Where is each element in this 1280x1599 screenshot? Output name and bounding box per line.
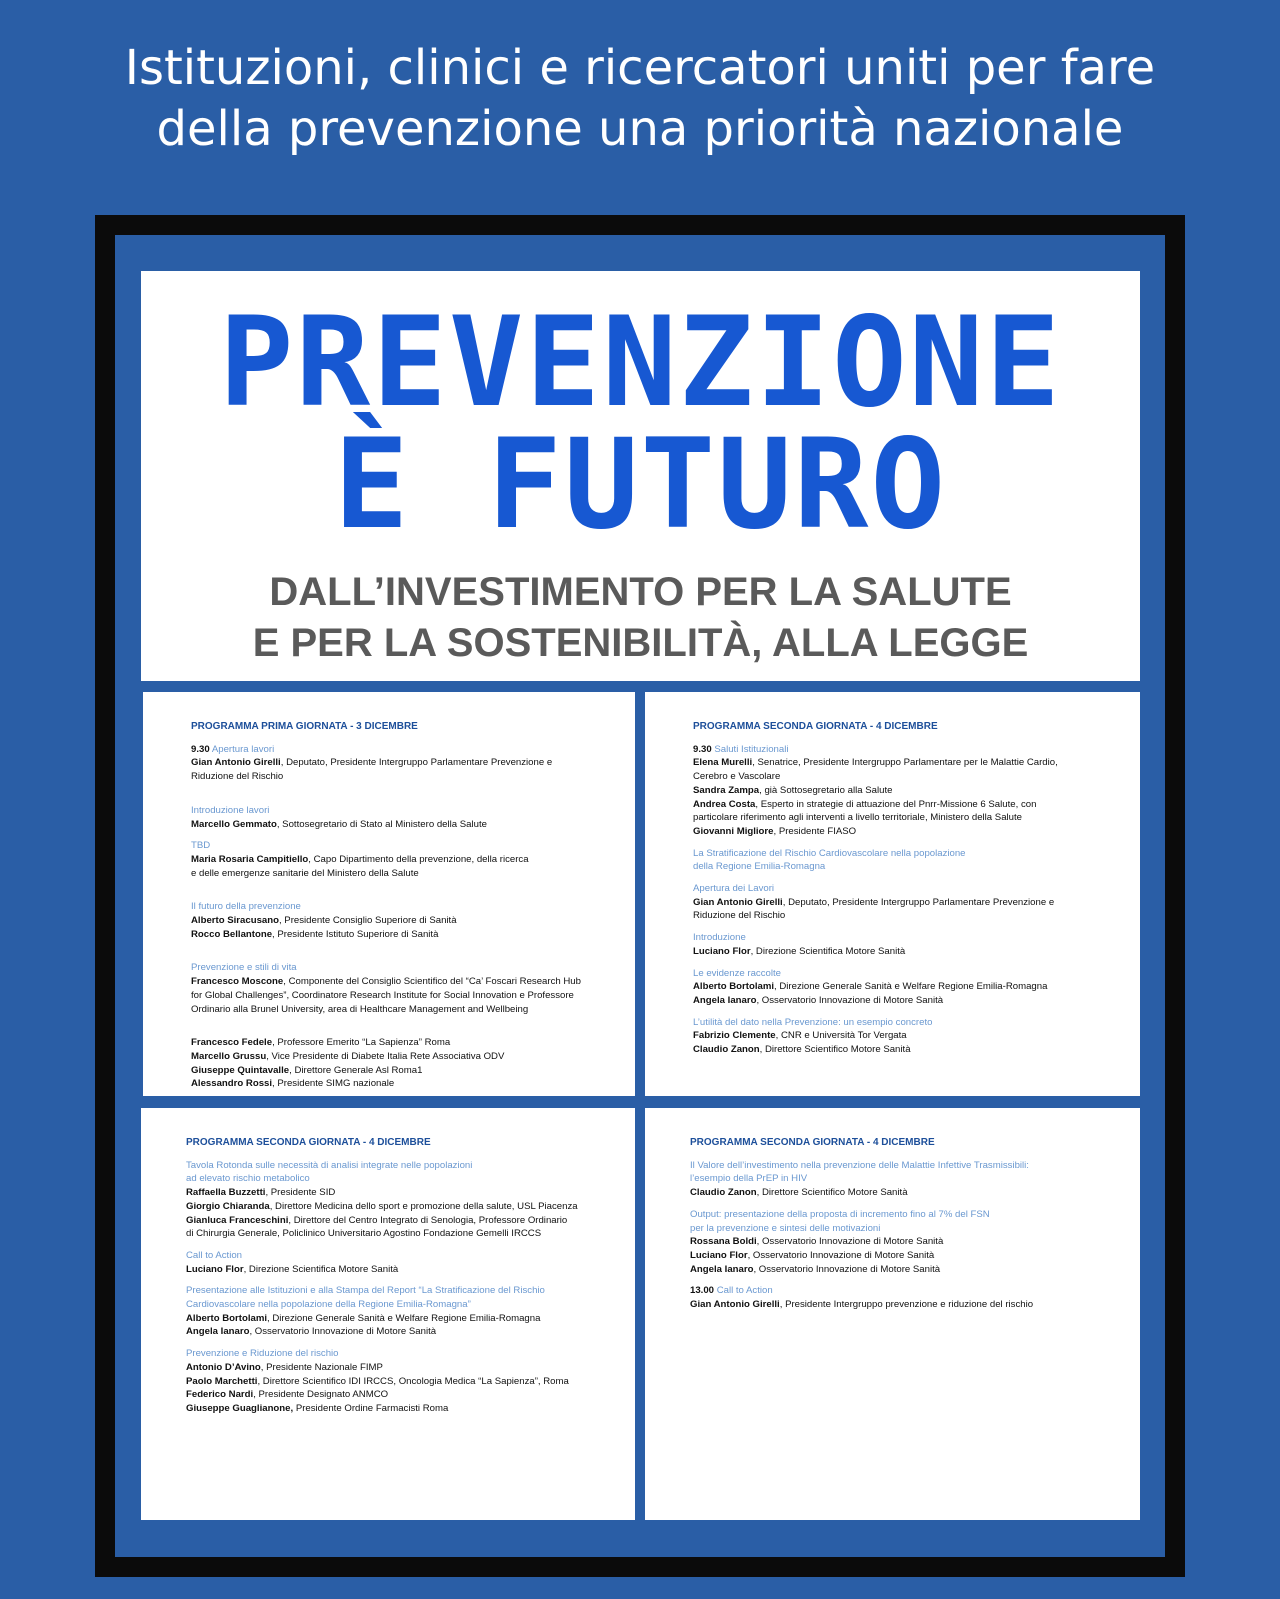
speaker-line [191,853,615,867]
program-item [186,1347,615,1416]
speaker-role: , Presidente SIMG nazionale [272,1078,395,1090]
session-title [191,839,615,853]
session-title [186,1347,615,1361]
program-item [693,931,1120,958]
speaker-name: Rocco Bellantone [191,928,273,940]
session-title-text: Saluti Istituzionali [714,743,789,755]
session-title [191,804,615,818]
speaker-role: for Global Challenges”, Coordinatore Research Institute for Social Innovation e Professore [191,989,574,1001]
speaker-line [186,1200,615,1214]
speaker-role: , Capo Dipartimento della prevenzione, della ricerca [308,853,529,865]
speaker-name: Sandra Zampa [693,784,760,796]
speaker-name: Giovanni Migliore [693,825,774,837]
speaker-role: , Presidente SID [265,1187,336,1199]
speaker-role: , Direttore Scientifico Motore Sanità [759,1044,911,1056]
program-item [191,961,615,1016]
session-title-text: La Stratificazione del Rischio Cardiovascolare nella popolazione [693,847,966,859]
speaker-role: , Osservatorio Innovazione di Motore Sanità [756,994,944,1006]
speaker-role: , Direttore Scientifico IDI IRCCS, Oncologia Medica “La Sapienza”, Roma [257,1375,569,1387]
speaker-role: , Direzione Generale Sanità e Welfare Regione Emilia-Romagna [774,981,1048,993]
session-title [693,743,1120,757]
speaker-line [690,1298,1120,1312]
speaker-line [191,756,615,770]
program-header: PROGRAMMA SECONDA GIORNATA - 4 DICEMBRE [186,1137,431,1148]
speaker-line [690,1235,1120,1249]
speaker-name: Maria Rosaria Campitiello [191,853,309,865]
speaker-role: , Presidente Istituto Superiore di Sanità [272,928,439,940]
program-item [186,1159,615,1241]
session-title [690,1284,1120,1298]
session-title-text: della Regione Emilia-Romagna [693,861,826,873]
session-title-text: Prevenzione e Riduzione del rischio [186,1348,339,1360]
program-item [690,1208,1120,1277]
speaker-name: Angela Ianaro [693,994,757,1006]
session-title [693,882,1120,896]
speaker-name: Gian Antonio Girelli [191,757,281,769]
session-title [690,1159,1120,1173]
speaker-line [690,1249,1120,1263]
speaker-line [191,914,615,928]
session-title [693,967,1120,981]
speaker-role: particolare riferimento agli interventi a livello territoriale, Ministero della Salute [693,812,1022,824]
speaker-role: di Chirurgia Generale, Policlinico Universitario Agostino Fondazione Gemelli IRCCS [186,1228,542,1240]
speaker-line [186,1227,615,1241]
speaker-role: , Direttore Medicina dello sport e promozione della salute, USL Piacenza [269,1200,578,1212]
session-title-text: Cardiovascolare nella popolazione della Regione Emilia-Romagna” [186,1299,471,1311]
program-item [693,847,1120,874]
speaker-name: Francesco Moscone [191,976,284,988]
speaker-role: , Osservatorio Innovazione di Motore Sanità [753,1263,941,1275]
speaker-role: , Senatrice, Presidente Intergruppo Parlamentare per le Malattie Cardio, [752,757,1058,769]
speaker-line [191,1077,615,1091]
speaker-name: Marcello Grussu [191,1050,267,1062]
speaker-role: , Presidente Intergruppo prevenzione e riduzione del rischio [779,1299,1034,1311]
session-title [186,1249,615,1263]
speaker-role: Presidente Ordine Farmacisti Roma [293,1402,449,1414]
speaker-role: , Direzione Generale Sanità e Welfare Regione Emilia-Romagna [267,1312,541,1324]
speaker-name: Angela Ianaro [186,1326,250,1338]
title-banner [141,271,1140,681]
session-title-text: Presentazione alle Istituzioni e alla Stampa del Report “La Stratificazione del Rischio [186,1285,545,1297]
session-title [690,1222,1120,1236]
speaker-role: Ordinario alla Brunel University, area di Healthcare Management and Wellbeing [191,1003,529,1015]
speaker-role: , Direzione Scientifica Motore Sanità [243,1263,399,1275]
speaker-name: Gianluca Franceschini [186,1214,289,1226]
session-title [693,1016,1120,1030]
session-title-text: Tavola Rotonda sulle necessità di analisi integrate nelle popolazioni [186,1159,473,1171]
session-title-text: Apertura lavori [211,743,275,755]
session-title [186,1159,615,1173]
session-title [186,1298,615,1312]
session-title [191,961,615,975]
speaker-name: Paolo Marchetti [186,1375,258,1387]
program-item [693,967,1120,1008]
program-header: PROGRAMMA SECONDA GIORNATA - 4 DICEMBRE [693,721,938,732]
program-item [191,900,615,941]
session-title-text: TBD [191,840,211,852]
speaker-line [186,1263,615,1277]
speaker-line [186,1361,615,1375]
speaker-line [191,1050,615,1064]
speaker-role: , Direttore Scientifico Motore Sanità [756,1187,908,1199]
program-item [693,743,1120,839]
subtitle-line-1: DALL’INVESTIMENTO PER LA SALUTE [269,570,1012,614]
session-title-text: per la prevenzione e sintesi delle motivazioni [690,1222,881,1234]
headline-line-1: Istituzioni, clinici e ricercatori uniti per fare [124,40,1156,96]
speaker-name: Gian Antonio Girelli [693,896,783,908]
program-header: PROGRAMMA SECONDA GIORNATA - 4 DICEMBRE [690,1137,935,1148]
program-item [191,743,615,784]
speaker-line [693,1043,1120,1057]
speaker-line [693,825,1120,839]
speaker-name: Angela Ianaro [690,1263,754,1275]
headline [0,38,1280,160]
program-panel-day2-b [141,1108,635,1520]
speaker-role: , Osservatorio Innovazione di Motore Sanità [756,1236,944,1248]
session-title-text: l’esempio della PrEP in HIV [690,1173,808,1185]
speaker-role: , Presidente Nazionale FIMP [260,1361,383,1373]
speaker-line [191,1003,615,1017]
session-title-text: Call to Action [716,1285,773,1297]
speaker-line [693,784,1120,798]
speaker-role: , Vice Presidente di Diabete Italia Rete Associativa ODV [266,1050,505,1062]
speaker-role: , Deputato, Presidente Intergruppo Parlamentare Prevenzione e [782,896,1055,908]
speaker-role: e delle emergenze sanitarie del Ministero della Salute [191,867,419,879]
speaker-line [693,756,1120,770]
speaker-name: Francesco Fedele [191,1037,273,1049]
speaker-line [191,989,615,1003]
program-item [186,1249,615,1276]
subtitle-line-2: E PER LA SOSTENIBILITÀ, ALLA LEGGE [252,621,1029,665]
speaker-name: Fabrizio Clemente [693,1030,776,1042]
speaker-line [693,980,1120,994]
program-item [191,839,615,880]
speaker-name: Giorgio Chiaranda [186,1200,270,1212]
speaker-name: Luciano Flor [690,1249,748,1261]
speaker-line [693,1029,1120,1043]
title-line-1: PREVENZIONE [218,291,1063,435]
speaker-name: Rossana Boldi [690,1236,757,1248]
speaker-role: Cerebro e Vascolare [693,771,781,783]
session-time: 9.30 [191,743,210,755]
speaker-name: Claudio Zanon [693,1044,760,1056]
speaker-line [191,770,615,784]
speaker-line [191,975,615,989]
program-item [191,1036,615,1091]
session-title-text: L’utilità del dato nella Prevenzione: un esempio concreto [693,1016,933,1028]
title-line-2: È FUTURO [333,413,948,557]
speaker-line [191,867,615,881]
speaker-line [186,1186,615,1200]
speaker-line [690,1186,1120,1200]
speaker-role: , già Sottosegretario alla Salute [759,784,893,796]
speaker-name: Raffaella Buzzetti [186,1187,266,1199]
speaker-role: , Sottosegretario di Stato al Ministero della Salute [276,818,487,830]
session-title-text: Introduzione lavori [191,804,270,816]
speaker-line [186,1214,615,1228]
speaker-line [186,1375,615,1389]
speaker-line [186,1325,615,1339]
speaker-line [693,811,1120,825]
program-panel-day2-c [645,1108,1140,1520]
session-title-text: Il futuro della prevenzione [191,901,301,913]
program-panel-day2-a [645,692,1140,1096]
session-title-text: Prevenzione e stili di vita [191,962,297,974]
speaker-line [690,1263,1120,1277]
session-title-text: ad elevato rischio metabolico [186,1173,310,1185]
speaker-role: , Professore Emerito “La Sapienza” Roma [272,1037,451,1049]
session-title-text: Introduzione [693,932,746,944]
speaker-line [191,928,615,942]
session-time: 13.00 [690,1285,715,1297]
speaker-name: Antonio D’Avino [186,1361,261,1373]
speaker-line [693,994,1120,1008]
speaker-line [186,1402,615,1416]
session-title [186,1172,615,1186]
speaker-name: Alberto Siracusano [191,915,279,927]
session-title [693,860,1120,874]
speaker-role: , Componente del Consiglio Scientifico del “Ca’ Foscari Research Hub [283,976,581,988]
session-title-text: Output: presentazione della proposta di incremento fino al 7% del FSN [690,1208,990,1220]
speaker-role: , Presidente FIASO [773,825,857,837]
program-item [690,1159,1120,1200]
session-title-text: Il Valore dell’investimento nella prevenzione delle Malattie Infettive Trasmissibili: [690,1159,1029,1171]
speaker-role: Riduzione del Rischio [693,910,786,922]
speaker-name: Luciano Flor [186,1263,244,1275]
speaker-line [693,770,1120,784]
program-panel-day1 [143,692,635,1096]
speaker-name: Elena Murelli [693,757,753,769]
speaker-name: Federico Nardi [186,1389,254,1401]
speaker-name: Andrea Costa [693,798,756,810]
speaker-role: , Deputato, Presidente Intergruppo Parlamentare Prevenzione e [280,757,553,769]
session-title [690,1172,1120,1186]
speaker-role: , CNR e Università Tor Vergata [775,1030,907,1042]
program-item [186,1284,615,1339]
speaker-role: Riduzione del Rischio [191,771,284,783]
speaker-line [693,945,1120,959]
program-item [690,1284,1120,1311]
speaker-role: , Osservatorio Innovazione di Motore Sanità [747,1249,935,1261]
session-time: 9.30 [693,743,712,755]
speaker-line [186,1388,615,1402]
speaker-role: , Esperto in strategie di attuazione del Pnrr-Missione 6 Salute, con [755,798,1037,810]
session-title-text: Call to Action [186,1249,242,1261]
headline-line-2: della prevenzione una priorità nazionale [156,101,1124,157]
speaker-name: Giuseppe Quintavalle [191,1064,290,1076]
speaker-line [693,909,1120,923]
speaker-role: , Direzione Scientifica Motore Sanità [750,945,906,957]
speaker-line [191,1036,615,1050]
speaker-role: , Direttore del Centro Integrato di Senologia, Professore Ordinario [288,1214,568,1226]
speaker-name: Alberto Bortolami [186,1312,268,1324]
speaker-name: Claudio Zanon [690,1187,757,1199]
speaker-name: Marcello Gemmato [191,818,277,830]
speaker-name: Alessandro Rossi [191,1078,273,1090]
program-item [693,882,1120,923]
speaker-line [191,818,615,832]
program-item [693,1016,1120,1057]
speaker-line [186,1312,615,1326]
session-title [693,847,1120,861]
speaker-role: , Direttore Generale Asl Roma1 [289,1064,423,1076]
session-title-text: Apertura dei Lavori [693,883,775,895]
session-title [191,743,615,757]
speaker-role: , Osservatorio Innovazione di Motore Sanità [249,1326,437,1338]
speaker-line [191,1064,615,1078]
session-title [693,931,1120,945]
session-title [690,1208,1120,1222]
speaker-role: , Presidente Designato ANMCO [253,1389,389,1401]
speaker-line [693,798,1120,812]
program-item [191,804,615,831]
speaker-name: Giuseppe Guaglianone, [186,1402,294,1414]
program-header: PROGRAMMA PRIMA GIORNATA - 3 DICEMBRE [191,721,418,732]
speaker-name: Alberto Bortolami [693,981,775,993]
session-title [191,900,615,914]
speaker-line [693,896,1120,910]
speaker-role: , Presidente Consiglio Superiore di Sanità [278,915,457,927]
speaker-name: Luciano Flor [693,945,751,957]
session-title-text: Le evidenze raccolte [693,967,781,979]
speaker-name: Gian Antonio Girelli [690,1299,780,1311]
session-title [186,1284,615,1298]
